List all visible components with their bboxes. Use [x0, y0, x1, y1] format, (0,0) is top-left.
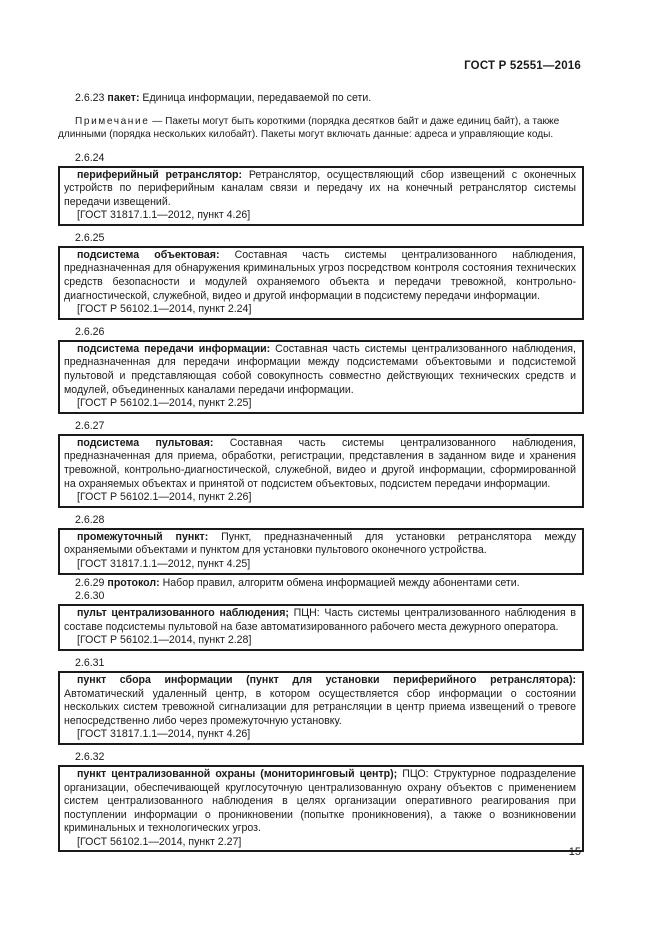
term: пульт централизованного наблюдения;: [77, 607, 289, 620]
definition: ПЦН: Часть системы централизованного наблюдения в составе подсистемы пультовой на базе автоматизированного рабочего места дежурного оператора.: [64, 607, 576, 633]
term-definition: [64, 607, 576, 634]
term: пакет:: [107, 92, 140, 104]
clause-number: 2.6.23: [75, 92, 105, 104]
term-box-2-6-27: [58, 434, 584, 508]
definition: Ретранслятор, осуществляющий сбор извещений с оконечных устройств по периферийным каналам связи и передачу их на конечный ретранслятор системы передачи извещений.: [64, 168, 577, 208]
term-definition: [64, 437, 576, 491]
source-reference: [ГОСТ Р 56102.1—2014, пункт 2.25]: [77, 397, 252, 410]
definition: Пункт, предназначенный для установки ретранслятора между охраняемыми объектами и пунктом для установки пультового оконечного устройства.: [64, 530, 576, 557]
term: подсистема пультовая:: [77, 436, 214, 449]
term-box-2-6-32: [58, 765, 584, 853]
term-box-2-6-25: [58, 246, 584, 320]
term: пункт централизованной охраны (мониторинговый центр);: [77, 767, 398, 780]
source-reference: [ГОСТ 31817.1.1—2012, пункт 4.25]: [77, 557, 251, 570]
note-label: Примечание: [75, 115, 150, 127]
clause-number: 2.6.28: [75, 513, 105, 526]
term-definition: [64, 169, 576, 210]
term: периферийный ретранслятор:: [77, 168, 243, 181]
term-definition: [64, 768, 576, 836]
clause-number: 2.6.29: [75, 576, 105, 589]
source-reference: [ГОСТ Р 56102.1—2014, пункт 2.28]: [77, 634, 252, 647]
clause-number: 2.6.32: [75, 750, 105, 763]
clause-number: 2.6.26: [75, 325, 105, 338]
definition: Составная часть системы централизованного наблюдения, предназначенная для обнаружения криминальных угроз посредством контроля состояния технических средств безопасности и модулей охраняемого объекта и передачи тревожной, контрольно-диагностической, служебной, видео и другой информации в подсистему передачи информации.: [64, 248, 576, 302]
source-reference: [ГОСТ 31817.1.1—2012, пункт 4.26]: [77, 209, 251, 222]
note-2-6-23: [58, 115, 584, 142]
clause-number: 2.6.25: [75, 231, 105, 244]
document-header: ГОСТ Р 52551—2016: [464, 60, 581, 72]
definition: Набор правил, алгоритм обмена информацией между абонентами сети.: [159, 576, 520, 589]
term-box-2-6-24: [58, 166, 584, 226]
term: пункт сбора информации (пункт для установки периферийного ретранслятора):: [77, 673, 576, 686]
clause-number: 2.6.31: [75, 656, 105, 669]
definition: Автоматический удаленный центр, в котором осуществляется сбор информации о состоянии нескольких систем тревожной сигнализации для ретрансляции в центр приема извещений о тревоге непосредственно либо через промежуточную установку.: [64, 687, 576, 727]
term: подсистема объектовая:: [77, 248, 220, 261]
source-reference: [ГОСТ Р 56102.1—2014, пункт 2.24]: [77, 303, 252, 316]
source-reference: [ГОСТ 31817.1.1—2014, пункт 4.26]: [77, 728, 251, 741]
note-text: — Пакеты могут быть короткими (порядка десятков байт и даже единиц байт), а также длинными (порядка нескольких килобайт). Пакеты могут включать данные: адреса и управляющие коды.: [58, 115, 560, 140]
term: протокол:: [107, 576, 160, 589]
term-box-2-6-28: [58, 528, 584, 575]
clause-2-6-29: [58, 577, 584, 591]
term-definition: [64, 249, 576, 303]
term-box-2-6-30: [58, 604, 584, 651]
term: подсистема передачи информации:: [77, 342, 271, 355]
term-box-2-6-31: [58, 671, 584, 745]
clause-number: 2.6.24: [75, 151, 105, 164]
source-reference: [ГОСТ Р 56102.1—2014, пункт 2.26]: [77, 491, 252, 504]
document-body: [58, 92, 584, 852]
clause-number: 2.6.30: [75, 590, 105, 603]
term-definition: [64, 674, 576, 728]
term-box-2-6-26: [58, 340, 584, 414]
source-reference: [ГОСТ 56102.1—2014, пункт 2.27]: [77, 835, 242, 848]
clause-number: 2.6.27: [75, 419, 105, 432]
definition: ПЦО: Структурное подразделение организации, обеспечивающей круглосуточную централизованную охрану объектов с применением систем централизованного наблюдения в целях организации оперативного реагирования при поступлении информации о проникновении (попытке проникновения), а также о возникновении криминальных и технологических угроз.: [64, 767, 576, 835]
term-definition: [64, 531, 576, 558]
definition: Единица информации, передаваемой по сети.: [139, 92, 372, 104]
definition: Составная часть системы централизованного наблюдения, предназначенная для приема, обработки, регистрации, представления в заданном виде и хранения тревожной, контрольно-диагностической, служебной, видео и другой информации, сформированной на охраняемых объектах и принятой от подсистем объектовых, подсистем передачи информации.: [64, 436, 576, 490]
clause-2-6-23: [58, 92, 584, 106]
page-number: 15: [568, 846, 581, 858]
term-definition: [64, 343, 576, 397]
term: промежуточный пункт:: [77, 530, 209, 543]
definition: Составная часть системы централизованного наблюдения, предназначенная для передачи информации между подсистемами объектовыми и подсистемой пультовой и представляющая собой совокупность совместно действующих технических средств и модулей, объединенных каналами передачи информации.: [64, 342, 576, 396]
